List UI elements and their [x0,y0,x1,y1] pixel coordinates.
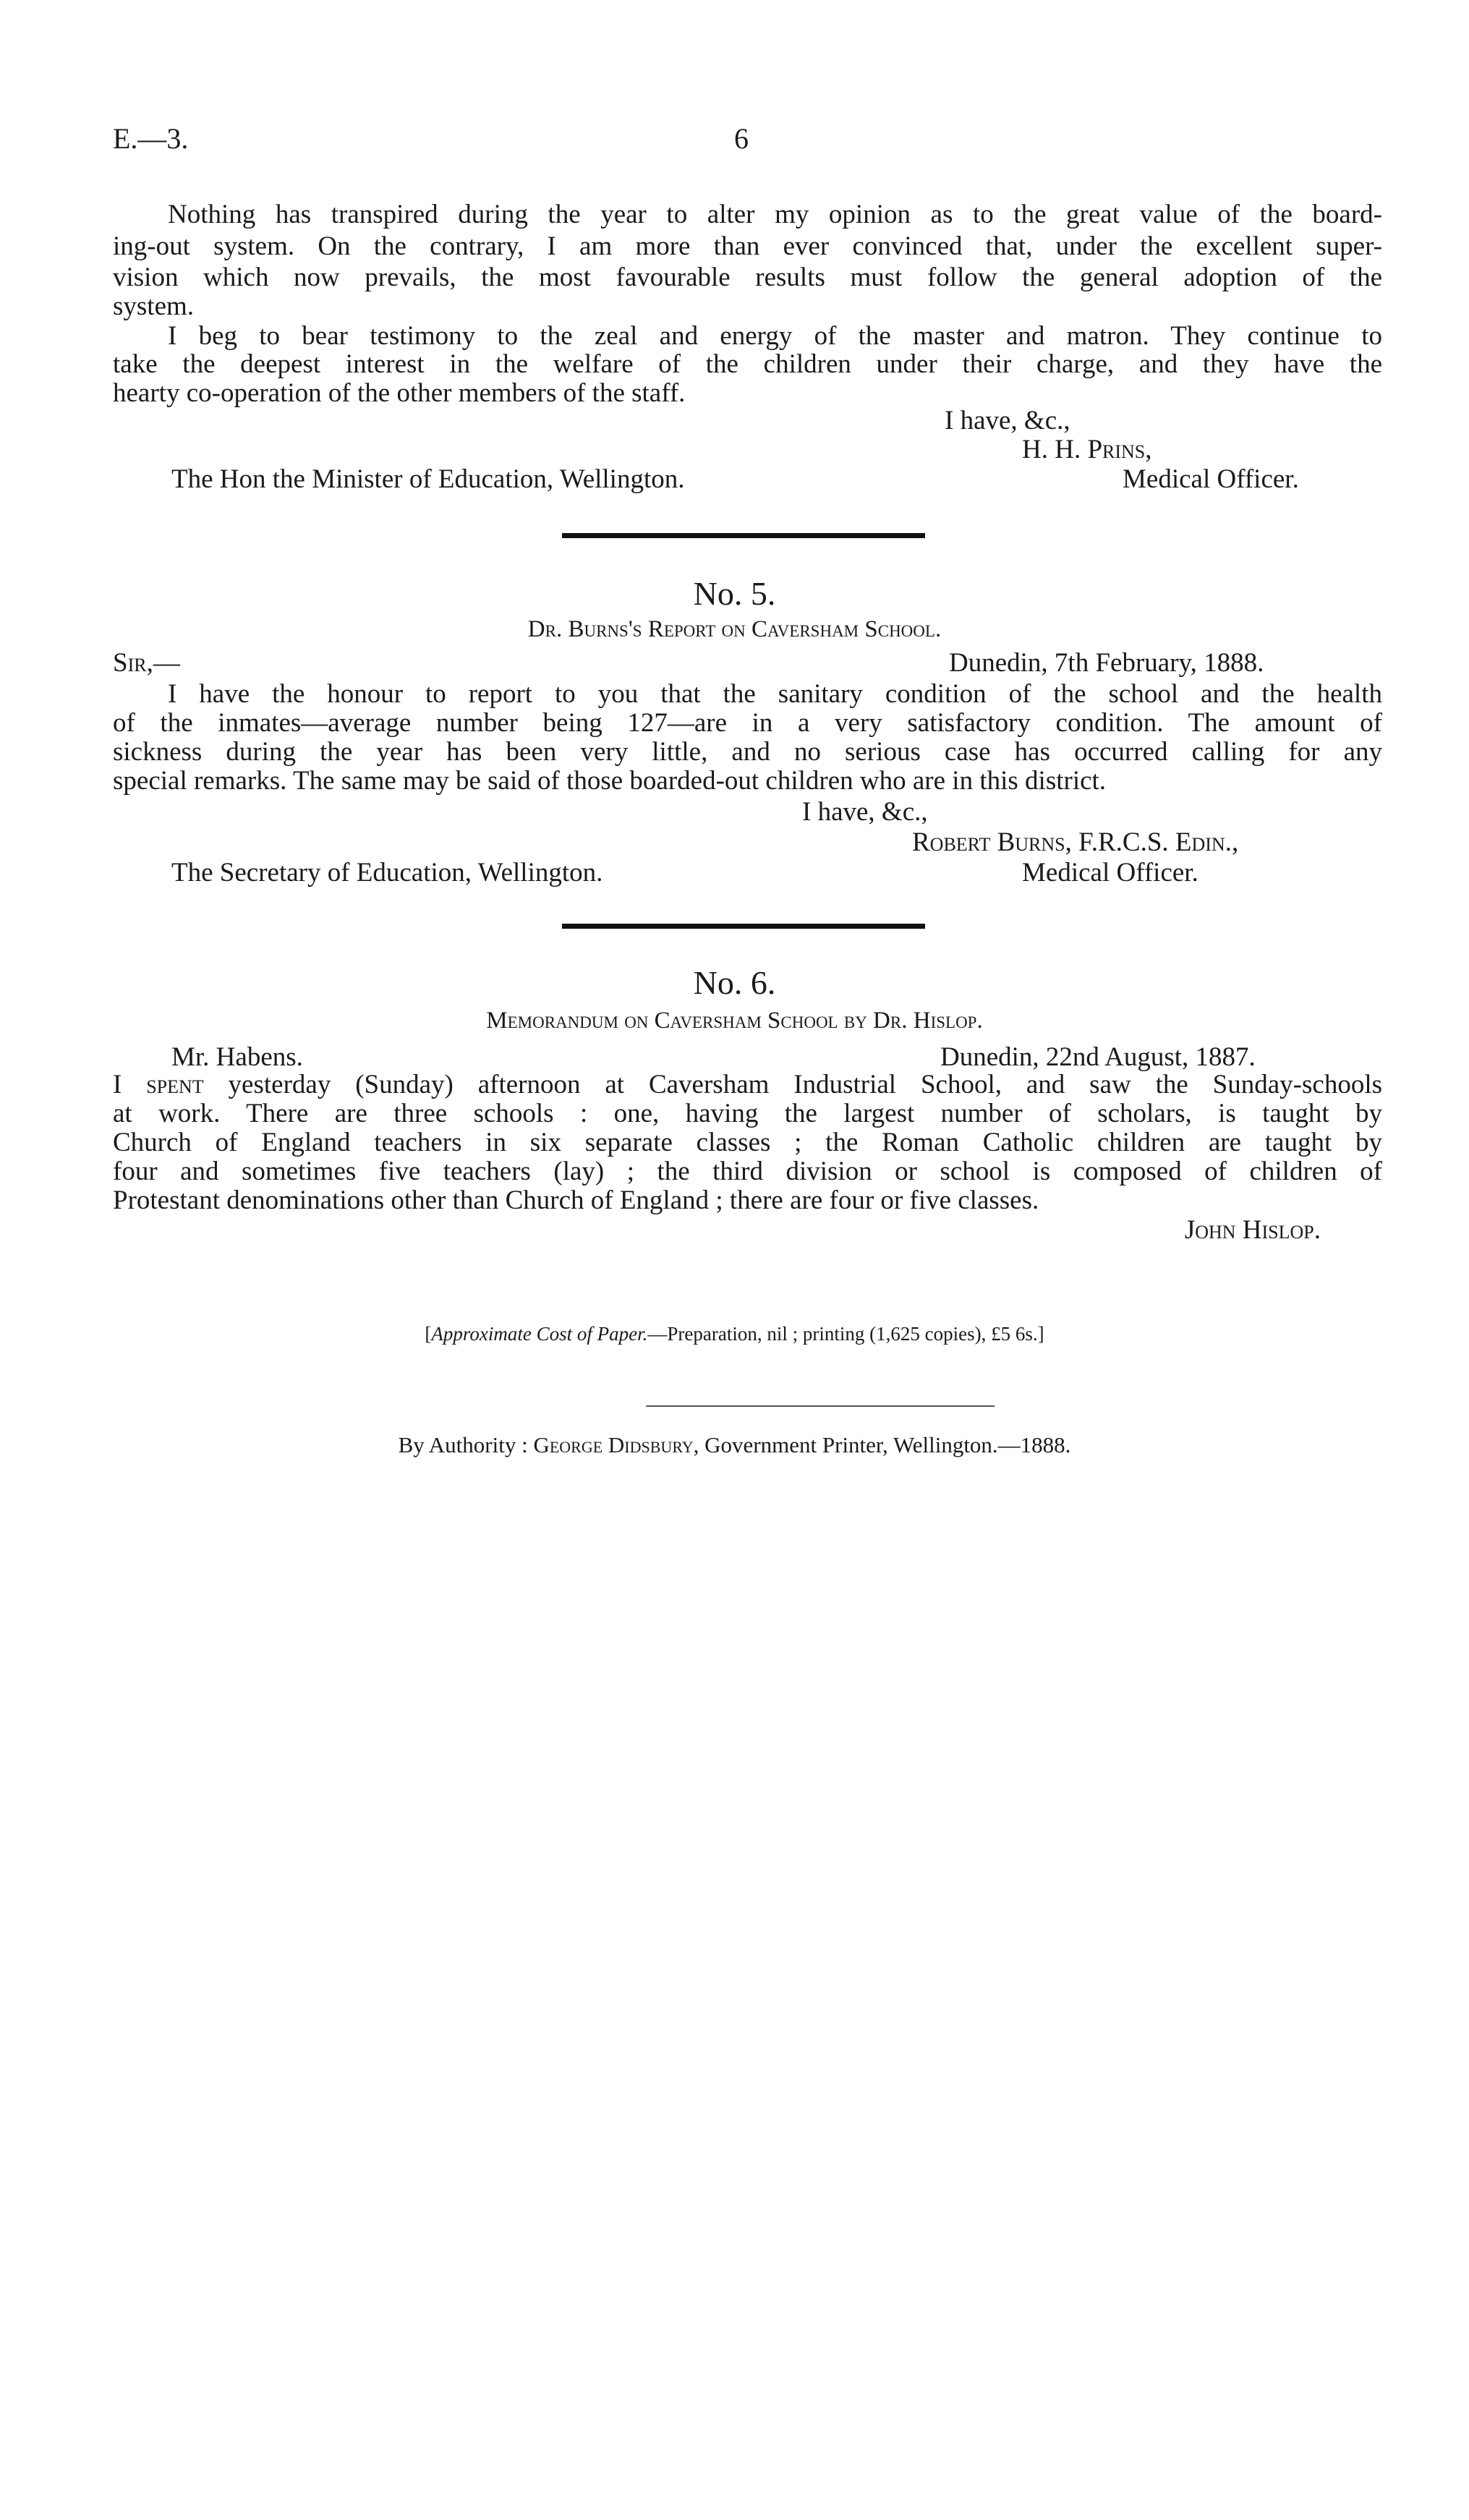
cost-note: [Approximate Cost of Paper.—Preparation, nil ; printing (1,625 copies), £5 6s.] [425,1323,1044,1345]
salutation: Sir,— [113,648,180,678]
text-line: vision which now prevails, the most favourable results must follow the general adoption of the [113,263,1382,292]
place-date: Dunedin, 22nd August, 1887. [940,1042,1256,1072]
signatory-title: Medical Officer. [1022,858,1198,887]
section-title: Memorandum on Caversham School by Dr. Hislop. [486,1008,983,1034]
footer-divider [646,1405,995,1407]
text-line: hearty co-operation of the other members of the staff. [113,378,686,408]
first-words: I spent [113,1070,204,1099]
addressee: The Hon the Minister of Education, Wellington. [171,464,685,494]
authority-prefix: By Authority : [398,1432,534,1457]
text-line [113,1069,1382,1101]
closing: I have, &c., [945,406,1070,435]
cost-text: —Preparation, nil ; printing (1,625 copies), £5 6s. [647,1323,1038,1345]
section-title: Dr. Burns's Report on Caversham School. [527,616,942,642]
authority-suffix: , Government Printer, Wellington.—1888. [693,1432,1071,1457]
printer-imprint [0,1432,1469,1458]
text-line: Protestant denominations other than Church of England ; there are four or five classes. [113,1185,1039,1215]
text-line: Church of England teachers in six separate classes ; the Roman Catholic children are taught by [113,1128,1382,1157]
text-line: ing-out system. On the contrary, I am more than ever convinced that, under the excellent super- [113,231,1382,261]
signatory: H. H. Prins, [1022,435,1152,464]
cost-label: Approximate Cost of Paper. [431,1323,648,1345]
text-line: at work. There are three schools : one, having the largest number of scholars, is taught by [113,1099,1382,1128]
closing: I have, &c., [802,797,928,827]
line-text: yesterday (Sunday) afternoon at Caversham Industrial School, and saw the Sunday-schools [203,1070,1382,1099]
section-number: No. 6. [693,964,776,1001]
text-line: I beg to bear testimony to the zeal and energy of the master and matron. They continue to [168,321,1382,351]
text-line: of the inmates—average number being 127—are in a very satisfactory condition. The amount of [113,708,1382,738]
page-number: 6 [734,122,749,155]
text-line: system. [113,291,195,321]
addressee: The Secretary of Education, Wellington. [171,858,603,887]
section-divider [562,924,925,929]
place-date: Dunedin, 7th February, 1888. [949,648,1264,678]
text-line: sickness during the year has been very little, and no serious case has occurred calling for any [113,737,1382,767]
text-line: take the deepest interest in the welfare of the children under their charge, and they have the [113,349,1382,379]
signatory-title: Medical Officer. [1123,464,1299,494]
text-line: special remarks. The same may be said of those boarded-out children who are in this district. [113,766,1107,796]
document-code: E.—3. [113,122,189,155]
section-number: No. 5. [693,575,776,612]
signatory: John Hislop. [1184,1215,1321,1245]
addressee: Mr. Habens. [171,1042,303,1072]
text-line: Nothing has transpired during the year to alter my opinion as to the great value of the board- [168,200,1382,229]
printer-name: George Didsbury [533,1432,694,1457]
text-line: I have the honour to report to you that the sanitary condition of the school and the health [168,679,1382,709]
section-divider [562,533,925,538]
signatory: Robert Burns, F.R.C.S. Edin., [912,827,1239,857]
text-line: four and sometimes five teachers (lay) ; the third division or school is composed of children of [113,1157,1382,1186]
